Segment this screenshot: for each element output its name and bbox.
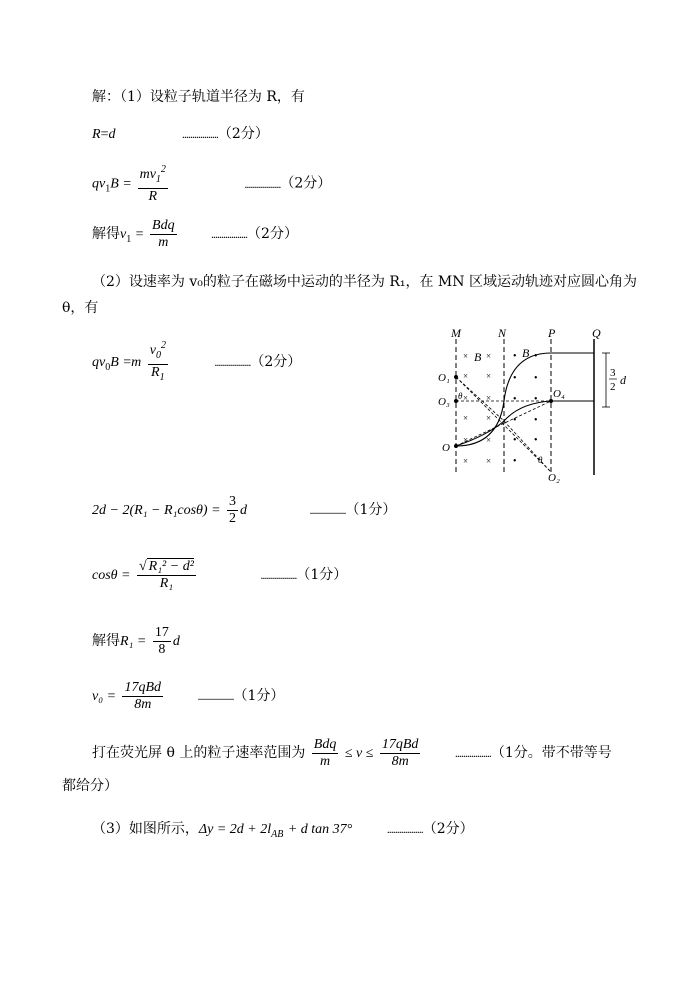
dim-den: 2 [610,381,616,393]
label-O: O [442,442,450,454]
svg-text:•: • [513,351,517,362]
dim-d: d [620,373,626,387]
svg-text:×: × [486,351,492,361]
svg-text:×: × [486,413,492,423]
equation-7: 解得R₁ = $\frac{17}{8}$ d [92,624,180,657]
label-theta-1: θ [458,391,463,401]
label-N: N [498,326,507,340]
equation-8: v₀ = $\frac{\text{17qBd}}{8m}$ ..................（1分） [92,679,285,712]
part3-line: （3）如图所示，$\Delta y = 2d + 2l_{AB} + d$ tan 37° ..................（2分） [92,821,474,840]
equation-3: 解得$v_1$ = $\frac{\text{Bdq}}{m}$ ..................（2分） [92,217,298,250]
part2-line1: （2）设速率为 v₀的粒子在磁场中运动的半径为 R₁，在 MN 区域运动轨迹对应圆心角为 [92,274,637,290]
label-O4: O₄ [553,388,565,400]
svg-text:×: × [463,351,469,361]
dim-num: 3 [610,367,616,379]
svg-text:×: × [463,435,469,445]
intro-line: 解：（1）设粒子轨道半径为 R，有 [92,89,305,105]
svg-text:×: × [463,456,469,466]
label-Q: Q [592,326,601,340]
svg-text:×: × [486,456,492,466]
label-M: M [451,326,461,340]
equation-5: 2d − 2(R₁ − R₁cosθ) = $\frac{3}{2}$ d ..................（1分） [92,493,397,526]
equation-6: cosθ = $\frac{\text{√ R₁² − d²}}{\text{R₁}}$ ..................（1分） [92,558,348,591]
label-O1: O₁ [438,372,450,384]
svg-text:×: × [463,393,469,403]
svg-text:•: • [534,394,538,405]
speed-range: 打在荧光屏 θ 上的粒子速率范围为 $\frac{\text{Bdq}}{m}$ ≤ v ≤ $\frac{\text{17qBd}}{8m}$ ..................（1分。带不带等号 [92,736,612,769]
svg-text:•: • [534,435,538,446]
svg-text:×: × [486,393,492,403]
svg-text:•: • [513,456,517,467]
equation-2: $qv_1B$ = $\frac{mv_1^2}{R}$ ..................（2分） [92,164,332,204]
svg-text:•: • [513,435,517,446]
label-B-right: B [522,346,530,360]
label-theta-2: θ [538,455,543,465]
label-O2: O₂ [548,472,560,484]
svg-text:×: × [463,413,469,423]
equation-1: R=d ..................（2分） [92,126,269,142]
field-into-page [463,351,491,466]
label-O3: O₃ [438,396,450,408]
speed-range-cont: 都给分） [62,778,118,794]
part2-line2: θ，有 [62,300,99,316]
svg-text:×: × [486,371,492,381]
svg-text:•: • [534,373,538,384]
svg-text:×: × [463,371,469,381]
svg-text:•: • [534,415,538,426]
equation-4: $qv_0B =m$ $\frac{v_0^2}{R_1}$ ..................（2分） [92,340,302,383]
label-P: P [548,326,556,340]
svg-text:•: • [513,415,517,426]
magnetic-field-diagram [438,325,638,485]
svg-text:•: • [513,373,517,384]
svg-text:•: • [534,351,538,362]
svg-text:×: × [486,435,492,445]
svg-text:•: • [513,394,517,405]
label-B-left: B [474,350,482,364]
